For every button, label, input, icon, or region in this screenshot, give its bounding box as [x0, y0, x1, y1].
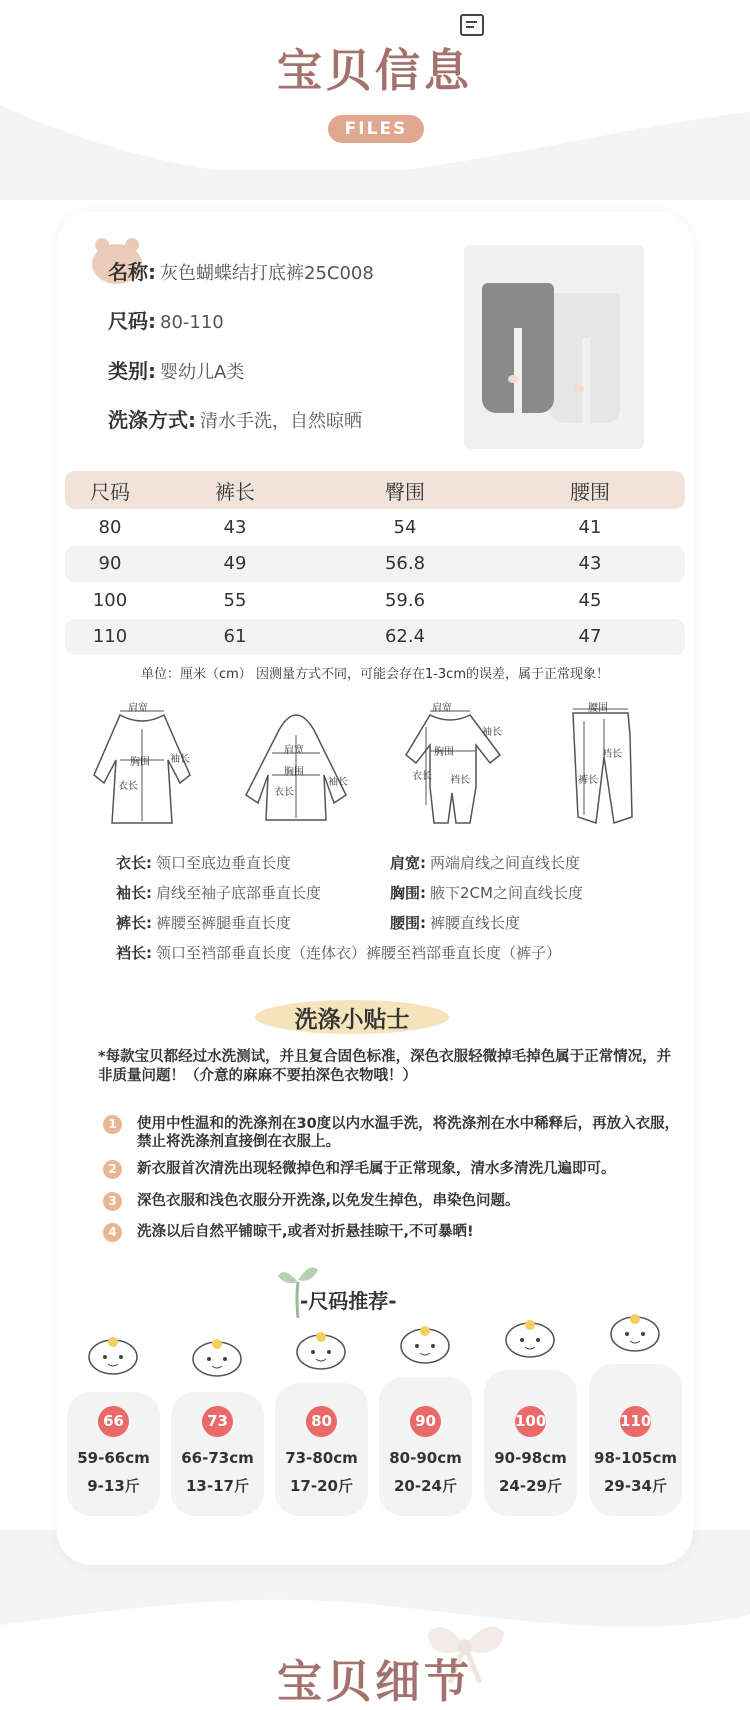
definition-text: 裤腰直线长度 — [430, 914, 521, 932]
table-header-cell: 裤长 — [215, 479, 255, 504]
definition-label: 衣长: — [116, 854, 152, 872]
definition-text: 两端肩线之间直线长度 — [430, 854, 581, 872]
baby-face-icon — [295, 1330, 347, 1370]
grey-pant-image — [482, 283, 554, 413]
definition-label: 裆长: — [116, 944, 152, 962]
product-category-value: 婴幼儿A类 — [160, 362, 245, 383]
table-header-cell: 臀围 — [385, 479, 425, 504]
tip-number: 3 — [103, 1192, 122, 1211]
table-cell: 62.4 — [384, 626, 426, 648]
table-cell: 110 — [92, 626, 128, 648]
size-height: 73-80cm — [285, 1449, 358, 1467]
chest-label: 胸围 — [130, 757, 150, 768]
size-rec-card[interactable] — [379, 1377, 472, 1516]
unit-note: 单位：厘米（cm） 因测量方式不同，可能会存在1-3cm的误差，属于正常现象！ — [141, 667, 609, 682]
size-circle: 80 — [306, 1406, 337, 1437]
baby-face-icon — [87, 1335, 139, 1375]
definition-item — [116, 942, 561, 963]
product-category-row — [108, 355, 244, 384]
definition-label: 肩宽: — [390, 854, 426, 872]
table-row — [65, 582, 685, 619]
chat-icon[interactable] — [460, 14, 484, 36]
size-circle: 100 — [515, 1406, 546, 1437]
definition-item — [116, 912, 291, 933]
size-circle: 66 — [98, 1406, 129, 1437]
size-weight: 17-20斤 — [290, 1477, 353, 1495]
detail-title: 宝贝细节 — [276, 1655, 473, 1708]
definition-label: 裤长: — [116, 914, 152, 932]
length-label: 衣长 — [118, 781, 138, 792]
tip-number: 1 — [103, 1115, 122, 1134]
length-label: 衣长 — [274, 787, 294, 798]
table-row — [65, 509, 685, 546]
table-cell: 54 — [393, 516, 417, 538]
tip-text: 使用中性温和的洗涤剂在30度以内水温手洗，将洗涤剂在水中稀释后，再放入衣服，禁止将洗涤剂直接倒在衣服上。 — [137, 1116, 680, 1150]
product-name-row — [108, 256, 374, 285]
tip-number: 2 — [103, 1160, 122, 1179]
size-table — [65, 471, 685, 655]
size-circle: 73 — [202, 1406, 233, 1437]
size-weight: 20-24斤 — [394, 1477, 457, 1495]
chest-label: 胸围 — [434, 747, 454, 758]
tip-item — [103, 1192, 693, 1210]
size-height: 59-66cm — [77, 1449, 150, 1467]
table-header — [65, 471, 685, 509]
product-name-value: 灰色蝴蝶结打底裤25C008 — [160, 263, 374, 284]
table-cell: 90 — [98, 553, 122, 575]
tip-text: 深色衣服和浅色衣服分开洗涤,以免发生掉色，串染色问题。 — [137, 1193, 520, 1209]
size-weight: 24-29斤 — [499, 1477, 562, 1495]
table-cell: 55 — [223, 589, 247, 611]
table-cell: 47 — [578, 626, 602, 648]
size-circle: 90 — [410, 1406, 441, 1437]
table-cell: 100 — [92, 589, 128, 611]
table-cell: 56.8 — [384, 553, 426, 575]
shoulder-label: 肩宽 — [432, 703, 452, 714]
recommend-title: -尺码推荐- — [300, 1289, 397, 1313]
table-cell: 45 — [578, 589, 602, 611]
table-row — [65, 546, 685, 583]
baby-face-icon — [191, 1337, 243, 1377]
table-cell: 61 — [223, 626, 247, 648]
product-wash-row — [108, 404, 362, 433]
product-wash-value: 清水手洗，自然晾晒 — [200, 411, 362, 432]
waist-label: 腰围 — [588, 703, 608, 714]
product-category-label: 类别: — [108, 359, 156, 383]
product-wash-label: 洗涤方式: — [108, 408, 196, 432]
size-height: 98-105cm — [594, 1449, 677, 1467]
tips-title: 洗涤小贴士 — [294, 1007, 410, 1033]
sleeve-label: 袖长 — [482, 727, 502, 738]
tip-item — [103, 1223, 693, 1241]
table-row — [65, 619, 685, 656]
product-size-value: 80-110 — [160, 312, 224, 333]
definition-item — [390, 852, 580, 873]
size-height: 80-90cm — [389, 1449, 462, 1467]
shoulder-label: 肩宽 — [128, 703, 148, 714]
definition-label: 胸围: — [390, 884, 426, 902]
definition-item — [116, 882, 321, 903]
baby-face-icon — [504, 1318, 556, 1358]
tip-item — [103, 1115, 693, 1151]
romper-figure — [390, 705, 515, 830]
table-cell: 41 — [578, 516, 602, 538]
definition-text: 肩线至袖子底部垂直长度 — [156, 884, 322, 902]
size-height: 66-73cm — [181, 1449, 254, 1467]
dress-figure — [82, 705, 202, 830]
size-rec-card[interactable] — [589, 1364, 682, 1516]
product-photo[interactable] — [464, 245, 644, 449]
jacket-figure — [234, 705, 359, 830]
tip-text: 洗涤以后自然平铺晾干,或者对折悬挂晾干,不可暴晒! — [137, 1224, 474, 1240]
table-cell: 43 — [578, 553, 602, 575]
size-rec-card[interactable] — [67, 1392, 160, 1516]
table-cell: 49 — [223, 553, 247, 575]
crotch-label: 裆长 — [450, 775, 470, 786]
size-rec-card[interactable] — [484, 1370, 577, 1516]
pants-figure — [558, 705, 648, 830]
pant-length-label: 裤长 — [578, 775, 598, 786]
header-wave-bg — [0, 0, 750, 200]
baby-face-icon — [399, 1324, 451, 1364]
definition-item — [390, 912, 520, 933]
tip-number: 4 — [103, 1223, 122, 1242]
tip-item — [103, 1160, 693, 1178]
bow-icon — [574, 385, 584, 393]
table-cell: 43 — [223, 516, 247, 538]
shoulder-label: 肩宽 — [284, 745, 304, 756]
definition-text: 领口至裆部垂直长度（连体衣）裤腰至裆部垂直长度（裤子） — [156, 944, 562, 962]
definition-item — [390, 882, 583, 903]
files-badge: FILES — [328, 115, 424, 143]
sleeve-label: 袖长 — [170, 754, 190, 765]
definition-text: 腋下2CM之间直线长度 — [430, 884, 583, 902]
product-name-label: 名称: — [108, 260, 156, 284]
definition-text: 裤腰至裤腿垂直长度 — [156, 914, 292, 932]
crotch-label: 裆长 — [602, 749, 622, 760]
size-rec-card[interactable] — [275, 1383, 368, 1516]
size-weight: 29-34斤 — [604, 1477, 667, 1495]
table-header-cell: 腰围 — [570, 479, 610, 504]
baby-face-icon — [609, 1312, 661, 1352]
product-size-row — [108, 305, 224, 334]
definition-label: 腰围: — [390, 914, 426, 932]
size-weight: 13-17斤 — [186, 1477, 249, 1495]
bow-icon — [508, 375, 518, 383]
table-cell: 80 — [98, 516, 122, 538]
size-rec-card[interactable] — [171, 1392, 264, 1516]
table-header-cell: 尺码 — [90, 479, 130, 504]
table-cell: 59.6 — [384, 589, 426, 611]
tips-note: *每款宝贝都经过水洗测试，并且复合固色标准，深色衣服轻微掉毛掉色属于正常情况，并非质量问题！（介意的麻麻不要拍深色衣物哦！） — [98, 1049, 672, 1084]
definition-item — [116, 852, 291, 873]
light-pant-image — [550, 293, 620, 423]
sleeve-label: 袖长 — [328, 777, 348, 788]
length-label: 衣长 — [412, 771, 432, 782]
chest-label: 胸围 — [284, 767, 304, 778]
page-title: 宝贝信息 — [276, 44, 473, 97]
definition-label: 袖长: — [116, 884, 152, 902]
definition-text: 领口至底边垂直长度 — [156, 854, 292, 872]
size-height: 90-98cm — [494, 1449, 567, 1467]
size-weight: 9-13斤 — [87, 1477, 140, 1495]
product-size-label: 尺码: — [108, 309, 156, 333]
tip-text: 新衣服首次清洗出现轻微掉色和浮毛属于正常现象，清水多清洗几遍即可。 — [137, 1161, 616, 1177]
size-circle: 110 — [620, 1406, 651, 1437]
